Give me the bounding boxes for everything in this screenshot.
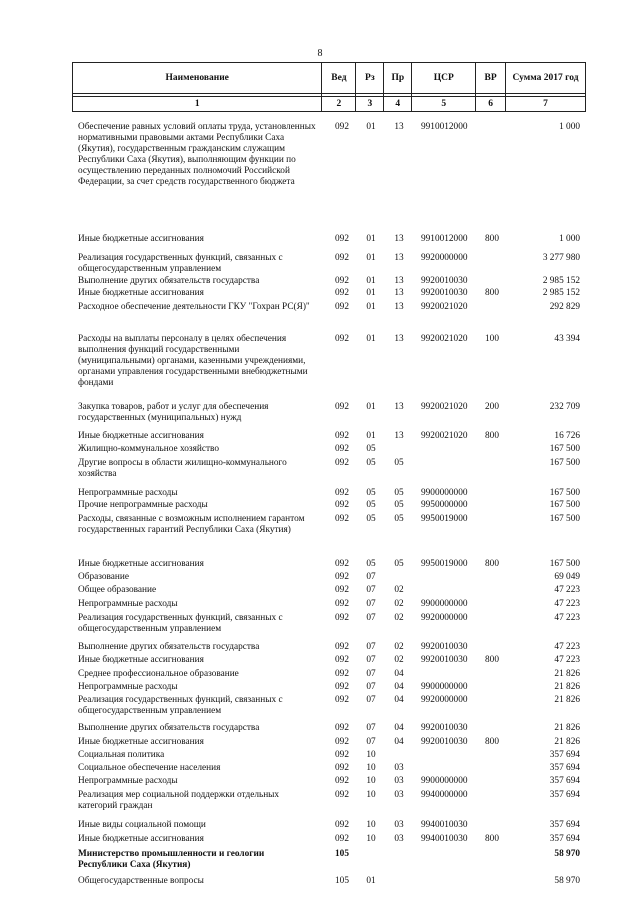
cell-ved: 092 (335, 559, 349, 569)
cell-rz: 07 (366, 682, 376, 692)
cell-rz: 01 (366, 431, 376, 441)
cell-rz: 07 (366, 695, 376, 705)
cell-ved: 092 (335, 402, 349, 412)
cell-name: Реализация государственных функций, связанных с общегосударственным управлением (78, 695, 283, 716)
cell-pr: 13 (394, 431, 404, 441)
cell-rz: 05 (366, 514, 376, 524)
cell-sum: 167 500 (549, 559, 580, 569)
cell-ved: 092 (335, 737, 349, 747)
cell-sum: 167 500 (549, 500, 580, 510)
cell-pr: 05 (394, 488, 404, 498)
cell-pr: 13 (394, 302, 404, 312)
cell-pr: 05 (394, 500, 404, 510)
cell-pr: 04 (394, 669, 404, 679)
cell-name: Выполнение других обязательств государства (78, 276, 260, 286)
header-pr: Пр (384, 63, 412, 94)
cell-csr: 9900000000 (421, 682, 468, 692)
cell-name: Прочие непрограммные расходы (78, 500, 208, 510)
cell-name: Реализация мер социальной поддержки отдельных категорий граждан (78, 790, 280, 811)
cell-name: Другие вопросы в области жилищно-коммунального хозяйства (78, 458, 287, 479)
header-num-3: 3 (356, 97, 384, 112)
cell-rz: 10 (366, 763, 376, 773)
cell-rz: 10 (366, 820, 376, 830)
cell-ved: 092 (335, 695, 349, 705)
cell-sum: 47 223 (554, 585, 580, 595)
cell-rz: 10 (366, 776, 376, 786)
cell-rz: 01 (366, 276, 376, 286)
cell-ved: 092 (335, 500, 349, 510)
cell-vr: 800 (485, 834, 499, 844)
cell-name: Расходы, связанные с возможным исполнением гарантом государственных гарантий Республики Саха (Якутия) (78, 514, 305, 535)
cell-ved: 092 (335, 488, 349, 498)
cell-name: Образование (78, 572, 129, 582)
cell-csr: 9920010030 (421, 737, 468, 747)
cell-ved: 092 (335, 655, 349, 665)
header-sum: Сумма 2017 год (506, 63, 586, 94)
cell-name: Министерство промышленности и геологии Республики Саха (Якутия) (78, 849, 265, 870)
cell-rz: 01 (366, 876, 376, 886)
cell-pr: 02 (394, 642, 404, 652)
cell-sum: 47 223 (554, 613, 580, 623)
cell-pr: 02 (394, 585, 404, 595)
header-num-1: 1 (73, 97, 322, 112)
cell-csr: 9920021020 (421, 431, 468, 441)
cell-sum: 357 694 (549, 763, 580, 773)
cell-csr: 9910012000 (421, 234, 468, 244)
cell-name: Иные бюджетные ассигнования (78, 737, 204, 747)
cell-csr: 9920010030 (421, 288, 468, 298)
cell-name: Жилищно-коммунальное хозяйство (78, 444, 220, 454)
cell-sum: 357 694 (549, 776, 580, 786)
cell-rz: 07 (366, 669, 376, 679)
cell-vr: 800 (485, 431, 499, 441)
cell-rz: 07 (366, 572, 376, 582)
cell-ved: 092 (335, 122, 349, 132)
cell-sum: 232 709 (549, 402, 580, 412)
cell-rz: 07 (366, 599, 376, 609)
cell-pr: 05 (394, 559, 404, 569)
cell-pr: 03 (394, 776, 404, 786)
cell-name: Иные бюджетные ассигнования (78, 655, 204, 665)
cell-sum: 3 277 980 (542, 253, 580, 263)
cell-name: Обеспечение равных условий оплаты труда, установленных нормативными правовыми актами Республики Саха (Якутия), государственным гражданским служащим Республики Саха (Якутия), выполняющим функции по осуществлению переданных полномочий Российской Федерации, за счет средств государственного бюджета (78, 122, 316, 187)
cell-sum: 167 500 (549, 444, 580, 454)
cell-csr: 9940000000 (421, 790, 468, 800)
cell-vr: 800 (485, 737, 499, 747)
cell-ved: 092 (335, 288, 349, 298)
cell-name: Реализация государственных функций, связанных с общегосударственным управлением (78, 253, 283, 274)
cell-name: Выполнение других обязательств государства (78, 723, 260, 733)
cell-sum: 357 694 (549, 790, 580, 800)
cell-vr: 800 (485, 559, 499, 569)
cell-csr: 9920000000 (421, 613, 468, 623)
cell-ved: 092 (335, 613, 349, 623)
cell-sum: 167 500 (549, 514, 580, 524)
header-num-6: 6 (476, 97, 506, 112)
cell-ved: 092 (335, 750, 349, 760)
cell-ved: 092 (335, 820, 349, 830)
cell-rz: 01 (366, 122, 376, 132)
cell-ved: 092 (335, 599, 349, 609)
cell-rz: 10 (366, 790, 376, 800)
cell-csr: 9910012000 (421, 122, 468, 132)
cell-csr: 9920010030 (421, 723, 468, 733)
cell-vr: 800 (485, 655, 499, 665)
cell-name: Общегосударственные вопросы (78, 876, 204, 886)
cell-csr: 9920010030 (421, 276, 468, 286)
cell-rz: 10 (366, 834, 376, 844)
cell-vr: 200 (485, 402, 499, 412)
cell-sum: 16 726 (554, 431, 580, 441)
cell-pr: 03 (394, 820, 404, 830)
cell-vr: 100 (485, 334, 499, 344)
cell-ved: 092 (335, 253, 349, 263)
cell-pr: 04 (394, 723, 404, 733)
cell-name: Иные бюджетные ассигнования (78, 234, 204, 244)
cell-rz: 10 (366, 750, 376, 760)
cell-pr: 03 (394, 790, 404, 800)
cell-pr: 04 (394, 695, 404, 705)
cell-csr: 9920010030 (421, 642, 468, 652)
cell-sum: 1 000 (559, 122, 580, 132)
cell-name: Непрограммные расходы (78, 682, 178, 692)
cell-sum: 21 826 (554, 723, 580, 733)
cell-rz: 01 (366, 253, 376, 263)
cell-ved: 092 (335, 276, 349, 286)
cell-rz: 05 (366, 444, 376, 454)
cell-name: Социальное обеспечение населения (78, 763, 221, 773)
cell-name: Иные виды социальной помощи (78, 820, 206, 830)
cell-ved: 092 (335, 514, 349, 524)
cell-csr: 9920000000 (421, 695, 468, 705)
cell-sum: 292 829 (549, 302, 580, 312)
cell-ved: 092 (335, 776, 349, 786)
cell-name: Иные бюджетные ассигнования (78, 431, 204, 441)
cell-ved: 092 (335, 334, 349, 344)
cell-ved: 092 (335, 790, 349, 800)
cell-name: Иные бюджетные ассигнования (78, 288, 204, 298)
cell-ved: 105 (335, 876, 349, 886)
cell-name: Иные бюджетные ассигнования (78, 834, 204, 844)
cell-sum: 21 826 (554, 695, 580, 705)
cell-name: Закупка товаров, работ и услуг для обеспечения государственных (муниципальных) нужд (78, 402, 269, 423)
cell-sum: 58 970 (554, 876, 580, 886)
cell-sum: 21 826 (554, 682, 580, 692)
cell-rz: 01 (366, 402, 376, 412)
cell-ved: 092 (335, 431, 349, 441)
cell-sum: 2 985 152 (542, 276, 580, 286)
cell-sum: 58 970 (554, 849, 580, 859)
cell-csr: 9950000000 (421, 500, 468, 510)
page-number: 8 (317, 48, 323, 59)
cell-rz: 07 (366, 613, 376, 623)
header-rz: Рз (356, 63, 384, 94)
cell-ved: 092 (335, 444, 349, 454)
cell-sum: 43 394 (554, 334, 580, 344)
table-header (72, 62, 586, 112)
cell-csr: 9920021020 (421, 334, 468, 344)
cell-ved: 092 (335, 834, 349, 844)
cell-sum: 47 223 (554, 599, 580, 609)
cell-rz: 01 (366, 234, 376, 244)
cell-pr: 02 (394, 599, 404, 609)
cell-sum: 69 049 (554, 572, 580, 582)
cell-csr: 9940010030 (421, 820, 468, 830)
cell-csr: 9920010030 (421, 655, 468, 665)
cell-csr: 9920021020 (421, 302, 468, 312)
cell-rz: 01 (366, 334, 376, 344)
cell-ved: 092 (335, 585, 349, 595)
cell-pr: 13 (394, 334, 404, 344)
cell-csr: 9920000000 (421, 253, 468, 263)
cell-pr: 05 (394, 458, 404, 468)
header-name: Наименование (73, 63, 322, 94)
cell-pr: 13 (394, 234, 404, 244)
cell-ved: 092 (335, 723, 349, 733)
cell-sum: 1 000 (559, 234, 580, 244)
cell-pr: 03 (394, 763, 404, 773)
cell-ved: 092 (335, 302, 349, 312)
cell-name: Расходы на выплаты персоналу в целях обеспечения выполнения функций государственными (муниципальными) органами, казенными учреждениями, органами управления государственными внебюджетными фондами (78, 334, 308, 388)
cell-csr: 9920021020 (421, 402, 468, 412)
cell-sum: 21 826 (554, 737, 580, 747)
cell-name: Непрограммные расходы (78, 776, 178, 786)
header-num-7: 7 (506, 97, 586, 112)
cell-ved: 092 (335, 458, 349, 468)
cell-sum: 357 694 (549, 820, 580, 830)
cell-rz: 05 (366, 500, 376, 510)
cell-ved: 092 (335, 234, 349, 244)
cell-ved: 092 (335, 572, 349, 582)
cell-csr: 9940010030 (421, 834, 468, 844)
cell-name: Расходное обеспечение деятельности ГКУ "Гохран РС(Я)" (78, 302, 310, 312)
cell-pr: 05 (394, 514, 404, 524)
cell-pr: 13 (394, 288, 404, 298)
cell-csr: 9900000000 (421, 776, 468, 786)
cell-pr: 03 (394, 834, 404, 844)
cell-csr: 9950019000 (421, 514, 468, 524)
cell-name: Реализация государственных функций, связанных с общегосударственным управлением (78, 613, 283, 634)
cell-sum: 167 500 (549, 458, 580, 468)
cell-rz: 01 (366, 302, 376, 312)
header-num-2: 2 (322, 97, 356, 112)
cell-name: Иные бюджетные ассигнования (78, 559, 204, 569)
cell-name: Социальная политика (78, 750, 165, 760)
cell-rz: 07 (366, 642, 376, 652)
cell-pr: 13 (394, 402, 404, 412)
cell-name: Непрограммные расходы (78, 599, 178, 609)
cell-rz: 05 (366, 559, 376, 569)
cell-ved: 105 (335, 849, 349, 859)
header-csr: ЦСР (412, 63, 476, 94)
cell-pr: 13 (394, 122, 404, 132)
cell-rz: 05 (366, 458, 376, 468)
cell-ved: 092 (335, 763, 349, 773)
cell-csr: 9900000000 (421, 599, 468, 609)
cell-name: Выполнение других обязательств государства (78, 642, 260, 652)
cell-rz: 01 (366, 288, 376, 298)
cell-vr: 800 (485, 234, 499, 244)
cell-ved: 092 (335, 642, 349, 652)
header-vr: ВР (476, 63, 506, 94)
cell-name: Непрограммные расходы (78, 488, 178, 498)
cell-pr: 13 (394, 276, 404, 286)
cell-sum: 167 500 (549, 488, 580, 498)
cell-pr: 02 (394, 655, 404, 665)
cell-sum: 47 223 (554, 655, 580, 665)
cell-name: Среднее профессиональное образование (78, 669, 239, 679)
cell-csr: 9900000000 (421, 488, 468, 498)
cell-pr: 13 (394, 253, 404, 263)
cell-name: Общее образование (78, 585, 157, 595)
cell-ved: 092 (335, 669, 349, 679)
cell-rz: 07 (366, 585, 376, 595)
cell-sum: 2 985 152 (542, 288, 580, 298)
cell-pr: 04 (394, 737, 404, 747)
cell-rz: 05 (366, 488, 376, 498)
cell-vr: 800 (485, 288, 499, 298)
cell-pr: 04 (394, 682, 404, 692)
cell-rz: 07 (366, 737, 376, 747)
cell-ved: 092 (335, 682, 349, 692)
header-num-5: 5 (412, 97, 476, 112)
cell-csr: 9950019000 (421, 559, 468, 569)
cell-rz: 07 (366, 655, 376, 665)
cell-sum: 357 694 (549, 834, 580, 844)
cell-pr: 02 (394, 613, 404, 623)
cell-sum: 47 223 (554, 642, 580, 652)
header-ved: Вед (322, 63, 356, 94)
header-num-4: 4 (384, 97, 412, 112)
cell-sum: 357 694 (549, 750, 580, 760)
cell-rz: 07 (366, 723, 376, 733)
cell-sum: 21 826 (554, 669, 580, 679)
